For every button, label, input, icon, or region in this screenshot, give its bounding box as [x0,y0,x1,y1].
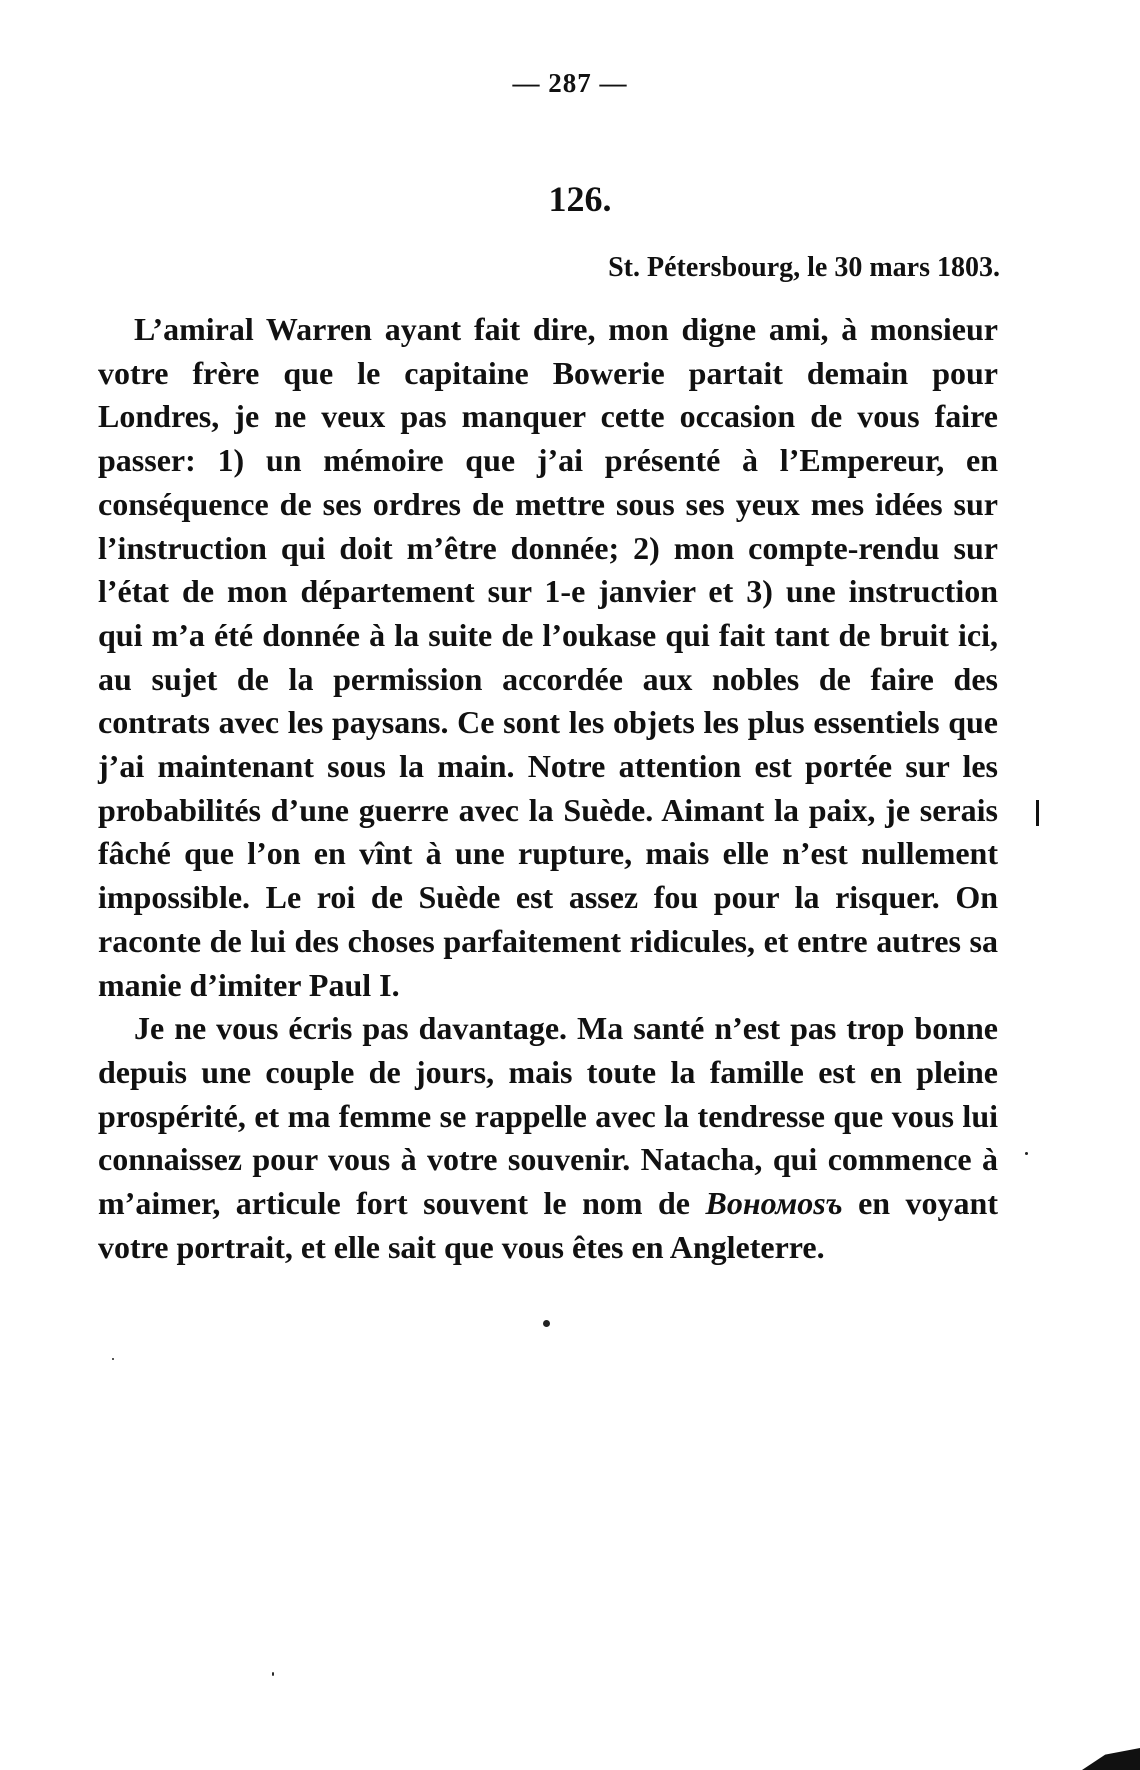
paragraph-1: L’amiral Warren ayant fait dire, mon digne ami, à monsieur votre frère que le capitaine Bowerie partait demain pour Londres, je ne veux pas manquer cette occasion de vous faire passer: 1) un mémoire que j’ai présenté à l’Empereur, en conséquence de ses ordres de mettre sous ses yeux mes idées sur l’instruction qui doit m’être donnée; 2) mon compte-rendu sur l’état de mon département sur 1-e janvier et 3) une instruction qui m’a été donnée à la suite de l’oukase qui fait tant de bruit ici, au sujet de la permission accordée aux nobles de faire des contrats avec les paysans. Ce sont les objets les plus essentiels que j’ai maintenant sous la main. Notre attention est portée sur les probabilités d’une guerre avec la Suède. Aimant la paix, je serais fâché que l’on en vînt à une rupture, mais elle n’est nullement impossible. Le roi de Suède est assez fou pour la risquer. On raconte de lui des choses parfaitement ridicules, et entre autres sa manie d’imiter Paul I. [98,311,998,1003]
paragraph-2-end: en voyant votre portrait, et elle sait que vous êtes en Angleterre. [98,1185,999,1265]
ink-speck [1025,1152,1028,1155]
letter-dateline: St. Pétersbourg, le 30 mars 1803. [608,252,1000,283]
ink-speck [112,1358,114,1360]
margin-mark [1036,800,1039,826]
letter-body [98,308,998,1269]
page-number: — 287 — [512,68,628,98]
paragraph-2 [98,1007,998,1269]
ink-speck [272,1672,274,1676]
letter-number: 126. [548,179,612,219]
scan-corner-mark [1082,1748,1140,1770]
paragraph-2-start: Je ne vous écris pas davantage. Ma santé n’est pas trop bonne depuis une couple de jours, mais toute la famille est en pleine prospérité, et ma femme se rappelle avec la tendresse que vous lui connaissez pour vous à votre souvenir. Natacha, qui commence à m’aimer, articule fort souvent le nom de [98,1010,998,1222]
paragraph-2-italic-name: Boномоsъ [705,1185,843,1222]
ink-speck [543,1320,550,1327]
